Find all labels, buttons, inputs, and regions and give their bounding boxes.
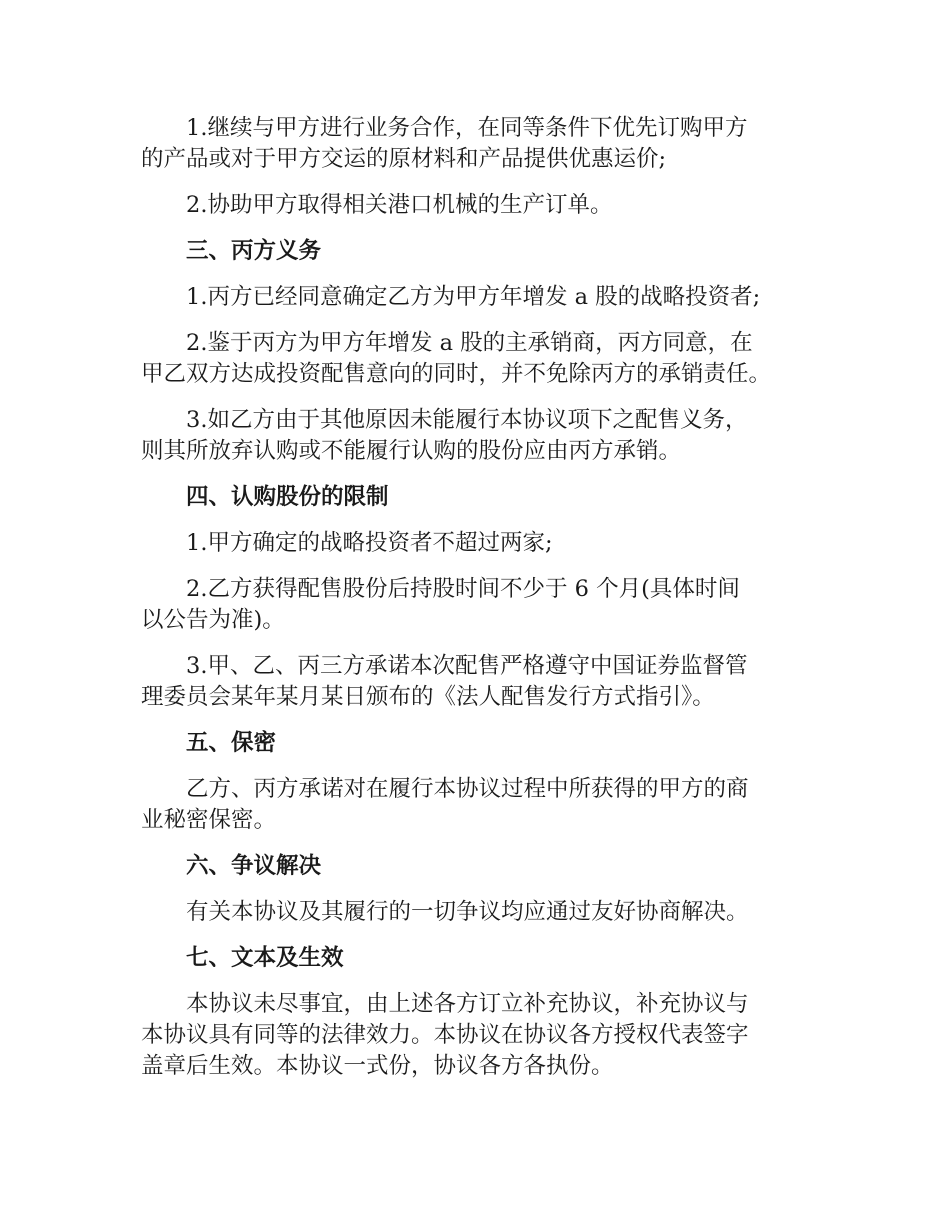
paragraph xyxy=(141,651,813,713)
paragraph xyxy=(141,190,813,221)
paragraph-line: 盖章后生效。本协议一式份，协议各方各执份。 xyxy=(141,1053,614,1079)
document-body xyxy=(141,113,813,1097)
section-confidentiality xyxy=(141,728,813,836)
section-subscription-limits xyxy=(141,482,813,713)
section-heading: 六、争议解决 xyxy=(186,853,322,879)
paragraph-line: 1.丙方已经同意确定乙方为甲方年增发 a 股的战略投资者; xyxy=(186,284,761,310)
paragraph-line: 本协议具有同等的法律效力。本协议在协议各方授权代表签字 xyxy=(141,1022,749,1048)
paragraph-line: 本协议未尽事宜，由上述各方订立补充协议，补充协议与 xyxy=(186,991,749,1017)
paragraph-line: 2.协助甲方取得相关港口机械的生产订单。 xyxy=(186,192,613,218)
paragraph-line: 则其所放弃认购或不能履行认购的股份应由丙方承销。 xyxy=(141,438,682,464)
paragraph-line: 理委员会某年某月某日颁布的《法人配售发行方式指引》。 xyxy=(141,684,715,710)
section-party-c-obligations xyxy=(141,236,813,467)
paragraph-line: 业秘密保密。 xyxy=(141,807,277,833)
paragraph xyxy=(141,897,813,928)
section-dispute-resolution xyxy=(141,851,813,928)
paragraph-line: 2.乙方获得配售股份后持股时间不少于 6 个月(具体时间 xyxy=(186,576,740,602)
paragraph-line: 乙方、丙方承诺对在履行本协议过程中所获得的甲方的商 xyxy=(186,776,749,802)
paragraph-line: 甲乙双方达成投资配售意向的同时，并不免除丙方的承销责任。 xyxy=(141,361,772,387)
section-heading: 五、保密 xyxy=(186,730,277,756)
paragraph xyxy=(141,282,813,313)
paragraph xyxy=(141,574,813,636)
section-party-b-obligations-continued xyxy=(141,113,813,221)
section-heading: 三、丙方义务 xyxy=(186,238,322,264)
paragraph xyxy=(141,405,813,467)
section-heading: 七、文本及生效 xyxy=(186,945,344,971)
paragraph-line: 的产品或对于甲方交运的原材料和产品提供优惠运价; xyxy=(141,146,667,172)
paragraph xyxy=(141,989,813,1082)
paragraph-line: 1.继续与甲方进行业务合作，在同等条件下优先订购甲方 xyxy=(186,115,748,141)
paragraph-line: 3.甲、乙、丙三方承诺本次配售严格遵守中国证券监督管 xyxy=(186,653,748,679)
paragraph xyxy=(141,528,813,559)
paragraph-line: 以公告为准)。 xyxy=(141,607,285,633)
paragraph xyxy=(141,113,813,175)
paragraph-line: 3.如乙方由于其他原因未能履行本协议项下之配售义务， xyxy=(186,407,748,433)
section-heading: 四、认购股份的限制 xyxy=(186,484,389,510)
section-text-and-effectiveness xyxy=(141,943,813,1082)
paragraph xyxy=(141,328,813,390)
paragraph-line: 有关本协议及其履行的一切争议均应通过友好协商解决。 xyxy=(186,899,749,925)
paragraph xyxy=(141,774,813,836)
paragraph-line: 1.甲方确定的战略投资者不超过两家; xyxy=(186,530,553,556)
paragraph-line: 2.鉴于丙方为甲方年增发 a 股的主承销商，丙方同意，在 xyxy=(186,330,753,356)
